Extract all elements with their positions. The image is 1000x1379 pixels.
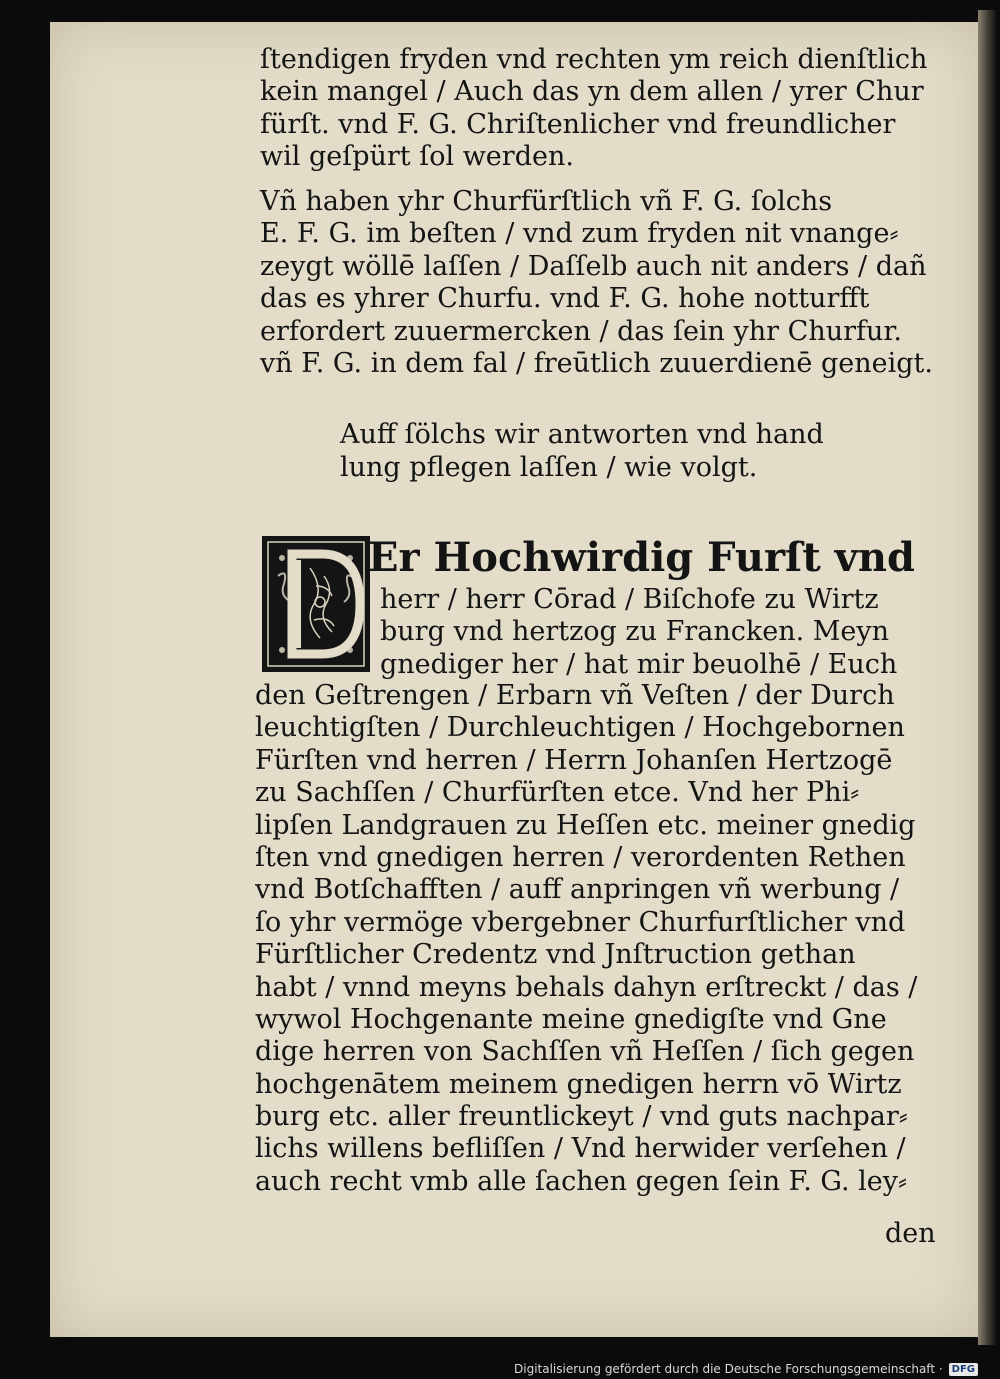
footer-text: Digitalisierung gefördert durch die Deutsche Forschungsgemeinschaft ·: [514, 1362, 943, 1376]
text-line: kein mangel / Auch das yn dem allen / yrer Chur: [260, 76, 924, 108]
text-line: vnd Botſchafften / auff anpringen vñ werbung /: [255, 874, 900, 906]
text-line: erfordert zuuermercken / das ſein yhr Churfur.: [260, 315, 902, 347]
text-line: ſtendigen fryden vnd rechten ym reich dienſtlich: [260, 44, 928, 75]
text-line: auch recht vmb alle ſachen gegen ſein F. G. ley⸗: [255, 1165, 908, 1197]
text-line: vñ F. G. in dem fal / freūtlich zuuerdienē geneigt.: [260, 347, 933, 379]
heading-line: Auff ſölchs wir antworten vnd hand: [340, 419, 824, 450]
decorated-initial-d: [262, 536, 370, 672]
paragraph-3-body: [255, 680, 917, 1198]
text-line: leuchtigſten / Durchleuchtigen / Hochgebornen: [255, 712, 905, 744]
text-line: burg vnd hertzog zu Francken. Meyn: [380, 616, 890, 648]
text-line: zu Sachſſen / Churfürſten etce. Vnd her Phi⸗: [255, 777, 860, 809]
ornament-initial-icon: [262, 536, 370, 672]
catchword: [885, 1218, 936, 1250]
paragraph-3-indented: [380, 584, 897, 681]
text-line: E. F. G. im beſten / vnd zum fryden nit vnange⸗: [260, 218, 899, 250]
text-line: wywol Hochgenante meine gnedigſte vnd Gne: [255, 1003, 887, 1035]
text-line: dige herren von Sachſſen vñ Heſſen / ſich gegen: [255, 1036, 915, 1068]
text-line: zeygt wöllē laſſen / Daſſelb auch nit anders / dañ: [260, 250, 927, 282]
section-heading: [340, 418, 824, 484]
paragraph-1: [260, 44, 927, 174]
catchword-text: den: [885, 1218, 936, 1249]
text-line: herr / herr Cōrad / Biſchofe zu Wirtz: [380, 584, 879, 615]
text-line: Fürſten vnd herren / Herrn Johanſen Hertzogē: [255, 744, 893, 776]
text-line: wil geſpürt ſol werden.: [260, 141, 574, 173]
text-line: Vñ haben yhr Churfürſtlich vñ F. G. ſolchs: [260, 186, 833, 217]
dfg-logo: DFG: [949, 1363, 978, 1376]
page-edge-shadow: [978, 10, 996, 1345]
text-line: burg etc. aller freuntlickeyt / vnd guts nachpar⸗: [255, 1101, 908, 1133]
text-line: lipſen Landgrauen zu Heſſen etc. meiner gnedig: [255, 809, 916, 841]
digitization-footer: [514, 1360, 978, 1378]
text-line: fürſt. vnd F. G. Chriſtenlicher vnd freundlicher: [260, 108, 896, 140]
text-line: habt / vnnd meyns behals dahyn erſtreckt / das /: [255, 971, 918, 1003]
paragraph-2: [260, 186, 933, 380]
text-line: lichs willens befliſſen / Vnd herwider verſehen /: [255, 1133, 906, 1165]
text-line: hochgenātem meinem gnedigen herrn vō Wirtz: [255, 1068, 902, 1100]
text-line: Fürſtlicher Credentz vnd Jnſtruction gethan: [255, 939, 856, 971]
text-line: den Geſtrengen / Erbarn vñ Veſten / der Durch: [255, 680, 895, 711]
text-line: ſo yhr vermöge vbergebner Churfurſtlicher vnd: [255, 906, 906, 938]
text-line: das es yhrer Churfu. vnd F. G. hohe notturfft: [260, 283, 870, 315]
opening-line: [368, 530, 915, 586]
text-line: gnediger her / hat mir beuolhē / Euch: [380, 648, 898, 680]
text-line: ſten vnd gnedigen herren / verordenten Rethen: [255, 841, 906, 873]
opening-line-text: Er Hochwirdig Furſt vnd: [368, 534, 915, 581]
heading-line: lung pflegen laſſen / wie volgt.: [340, 452, 758, 483]
